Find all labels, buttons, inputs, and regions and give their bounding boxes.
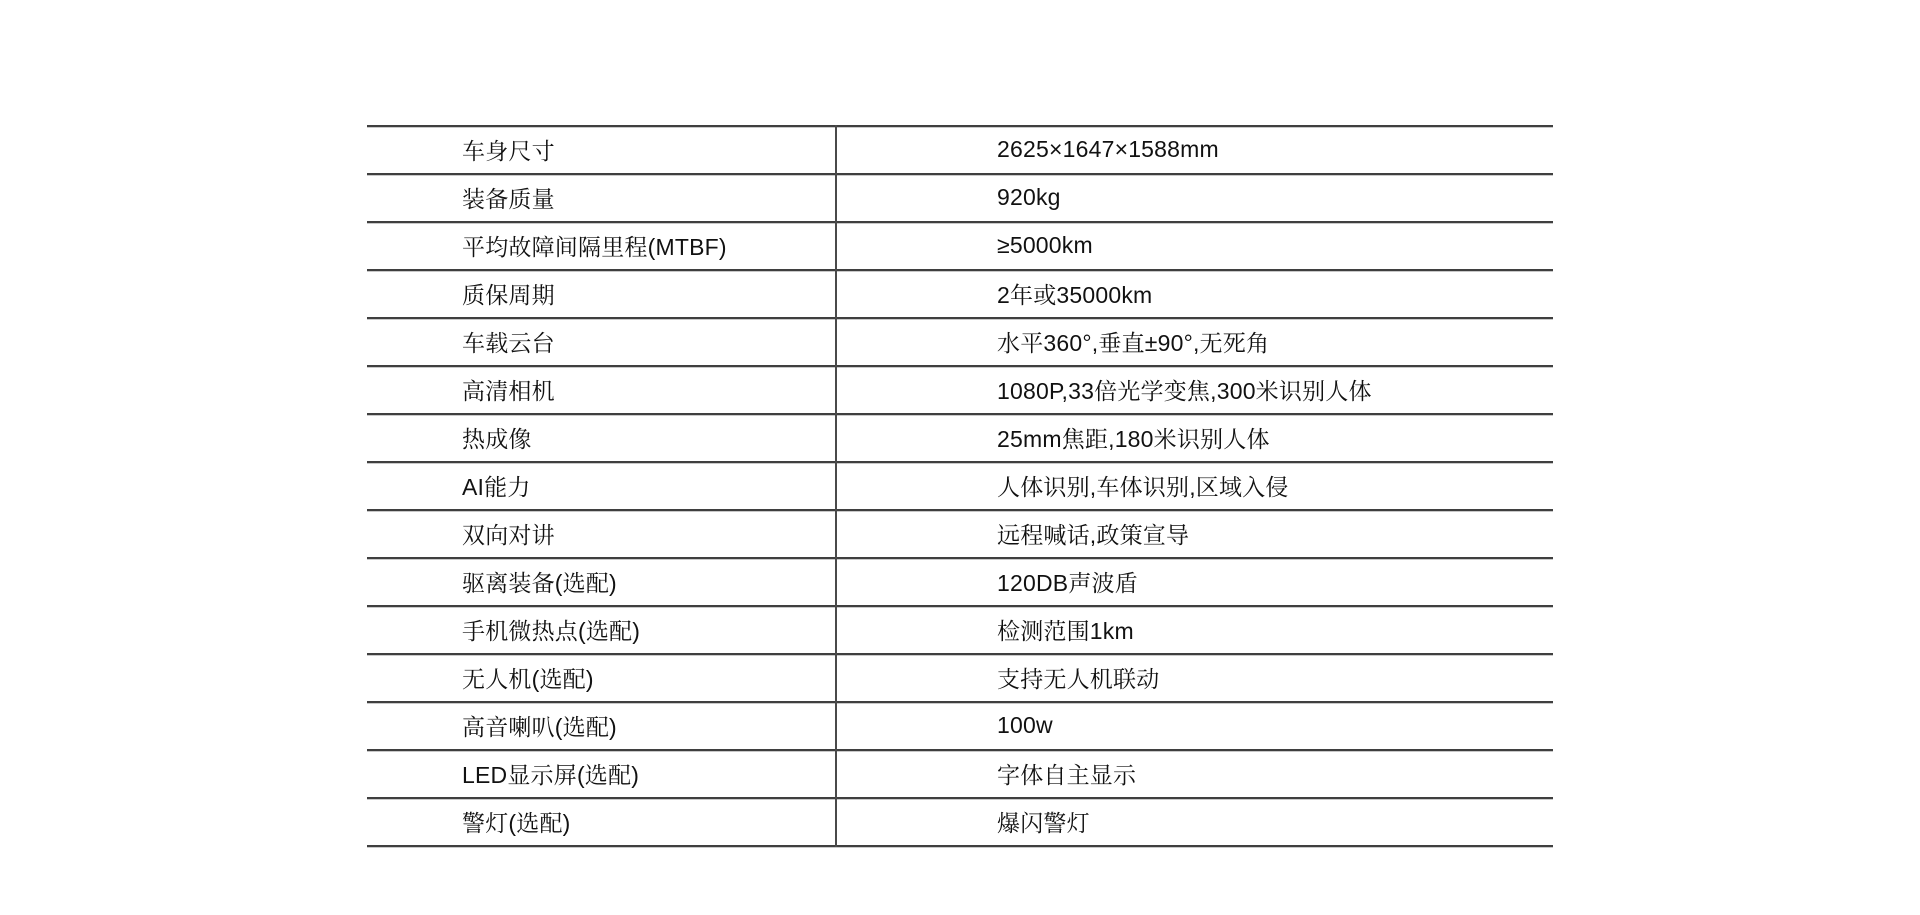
spec-label: 平均故障间隔里程(MTBF) (462, 233, 727, 260)
spec-label: 无人机(选配) (462, 665, 594, 692)
table-row (367, 317, 1553, 365)
spec-value: 字体自主显示 (997, 761, 1137, 788)
spec-label: 车载云台 (462, 329, 555, 356)
spec-value: 爆闪警灯 (997, 809, 1090, 836)
table-row (367, 653, 1553, 701)
spec-value: 920kg (997, 183, 1061, 210)
table-bottom-border (367, 845, 1553, 848)
table-row (367, 797, 1553, 845)
spec-label: 高清相机 (462, 377, 555, 404)
spec-value: 2年或35000km (997, 281, 1153, 308)
spec-label: AI能力 (462, 473, 531, 500)
spec-value: 人体识别,车体识别,区域入侵 (997, 473, 1289, 500)
table-row (367, 749, 1553, 797)
spec-label: 装备质量 (462, 185, 555, 212)
spec-value: 检测范围1km (997, 617, 1134, 644)
spec-value: 1080P,33倍光学变焦,300米识别人体 (997, 377, 1372, 404)
table-row (367, 173, 1553, 221)
table-row (367, 509, 1553, 557)
spec-value: ≥5000km (997, 231, 1093, 258)
spec-label: LED显示屏(选配) (462, 761, 640, 788)
spec-value: 100w (997, 711, 1053, 738)
spec-label: 手机微热点(选配) (462, 617, 641, 644)
spec-value: 120DB声波盾 (997, 569, 1138, 596)
spec-label: 车身尺寸 (462, 137, 555, 164)
table-row (367, 413, 1553, 461)
spec-label: 高音喇叭(选配) (462, 713, 617, 740)
table-row (367, 221, 1553, 269)
spec-value: 2625×1647×1588mm (997, 135, 1219, 162)
table-row (367, 269, 1553, 317)
spec-value: 远程喊话,政策宣导 (997, 521, 1190, 548)
spec-value: 支持无人机联动 (997, 665, 1160, 692)
table-row (367, 701, 1553, 749)
table-row (367, 557, 1553, 605)
spec-label: 质保周期 (462, 281, 555, 308)
table-row (367, 125, 1553, 173)
spec-table (367, 125, 1553, 848)
spec-label: 热成像 (462, 425, 532, 452)
column-divider-line (835, 125, 837, 847)
spec-value: 25mm焦距,180米识别人体 (997, 425, 1270, 452)
table-row (367, 461, 1553, 509)
spec-label: 警灯(选配) (462, 809, 571, 836)
table-row (367, 365, 1553, 413)
spec-value: 水平360°,垂直±90°,无死角 (997, 329, 1270, 356)
table-row (367, 605, 1553, 653)
spec-label: 驱离装备(选配) (462, 569, 617, 596)
spec-label: 双向对讲 (462, 521, 555, 548)
